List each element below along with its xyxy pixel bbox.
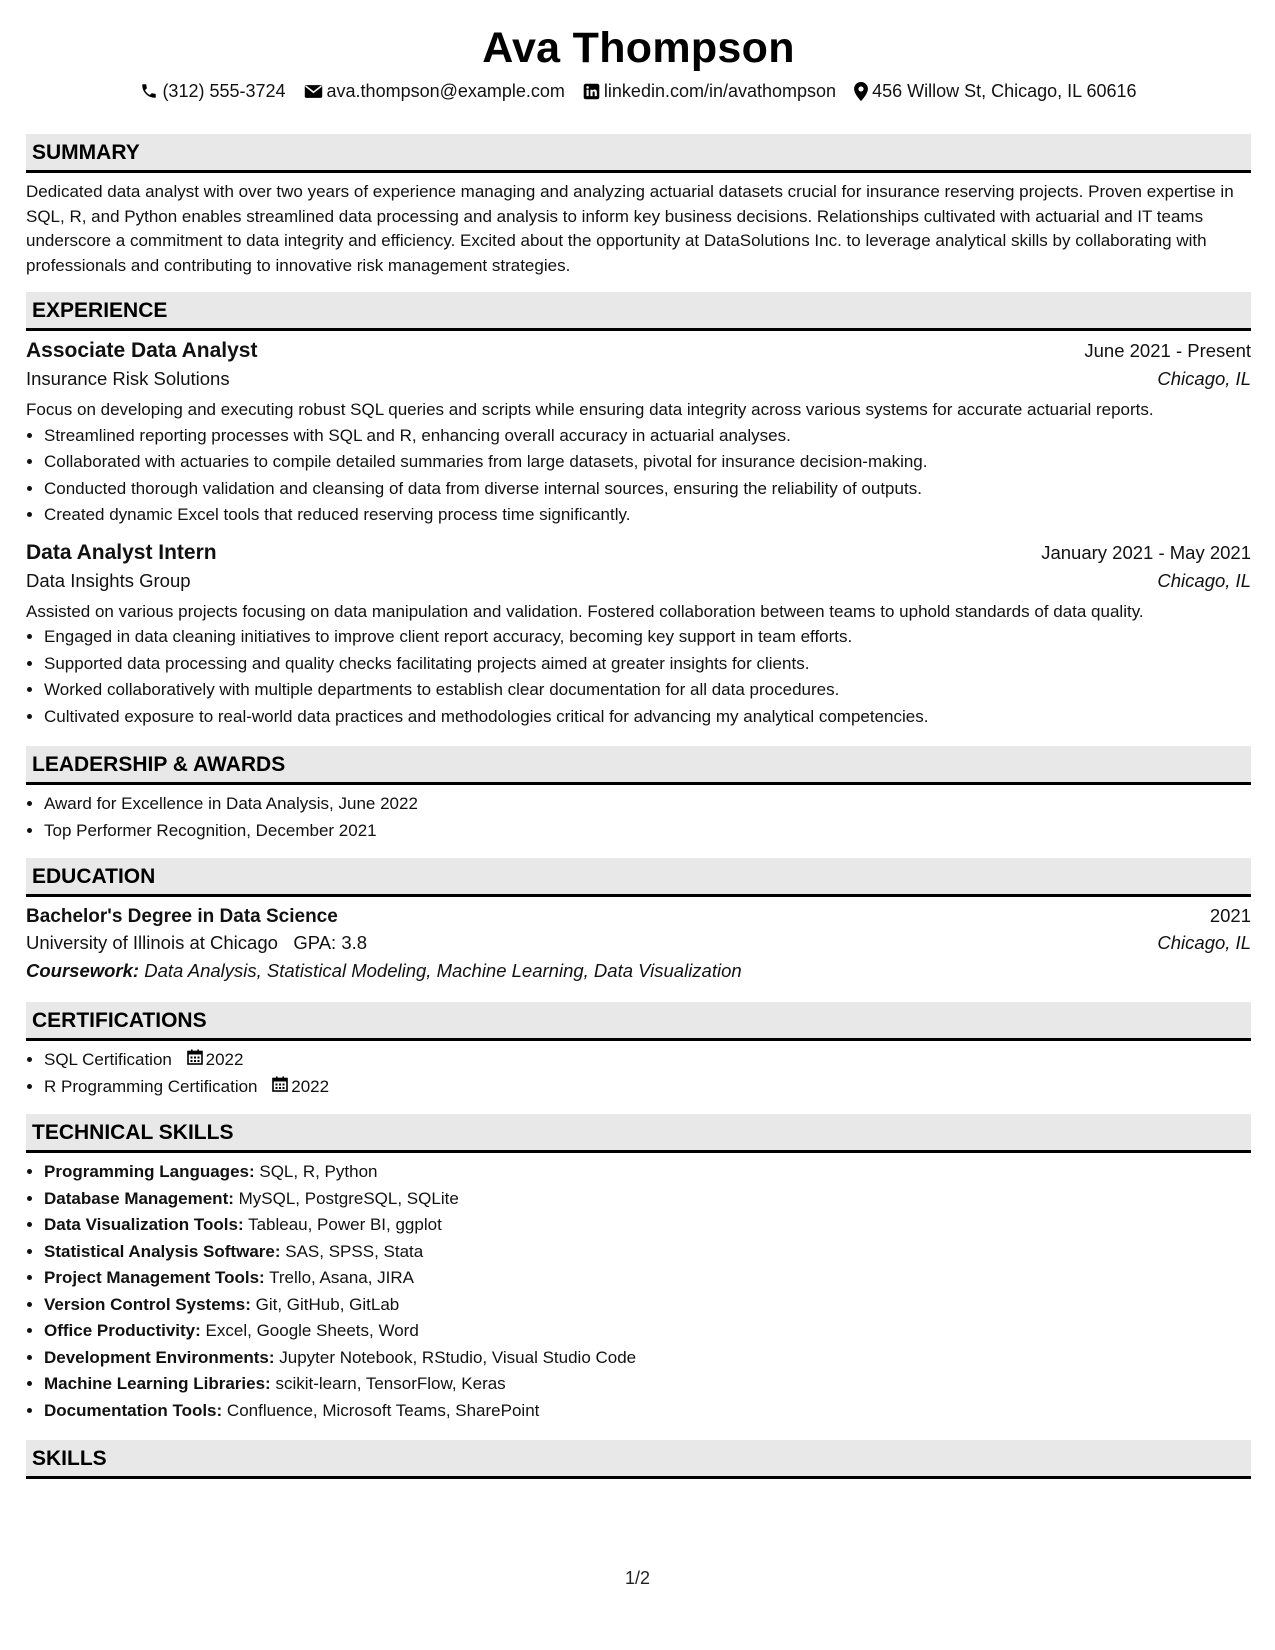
job-location: Chicago, IL bbox=[1157, 368, 1251, 389]
company-name: Insurance Risk Solutions bbox=[26, 368, 230, 389]
contact-phone[interactable] bbox=[140, 78, 285, 104]
calendar-icon bbox=[272, 1074, 288, 1101]
list-item bbox=[44, 1074, 1251, 1101]
skill-values: MySQL, PostgreSQL, SQLite bbox=[238, 1188, 459, 1208]
job-bullets bbox=[26, 423, 1251, 529]
skill-values: Trello, Asana, JIRA bbox=[269, 1268, 415, 1287]
job-title: Data Analyst Intern bbox=[26, 540, 217, 564]
job-dates: June 2021 - Present bbox=[1084, 340, 1251, 361]
contact-email[interactable] bbox=[304, 78, 565, 104]
list-item bbox=[44, 1345, 1251, 1372]
skill-category: Office Productivity: bbox=[44, 1321, 201, 1340]
phone-icon bbox=[140, 82, 158, 100]
skill-category: Development Environments: bbox=[44, 1347, 275, 1367]
certification-date bbox=[187, 1047, 244, 1074]
job-description: Assisted on various projects focusing on data manipulation and validation. Fostered collaboration between teams to uphold standards of data quality. bbox=[26, 601, 1144, 621]
list-item: • Worked collaboratively with multiple departments to establish clear documentation for all data procedures. bbox=[44, 677, 1251, 704]
list-item bbox=[44, 1047, 1251, 1074]
gpa: GPA: 3.8 bbox=[293, 932, 368, 953]
skill-values: Excel, Google Sheets, Word bbox=[205, 1321, 419, 1340]
job-entry bbox=[26, 339, 1251, 529]
list-item bbox=[44, 1159, 1251, 1186]
list-item: • Cultivated exposure to real-world data practices and methodologies critical for advancing my analytical competencies. bbox=[44, 704, 1251, 731]
certifications-list bbox=[26, 1047, 1251, 1100]
school-line bbox=[26, 932, 367, 954]
job-dates: January 2021 - May 2021 bbox=[1041, 541, 1251, 563]
section-heading: TECHNICAL SKILLS bbox=[26, 1114, 1251, 1153]
list-item bbox=[44, 1371, 1251, 1398]
summary-text: Dedicated data analyst with over two years of experience managing and analyzing actuarial datasets crucial for insurance reserving projects. Proven expertise in SQL, R, and Python enables streamlined data processing and analysis to inform key business decisions. Relationships cultivated with actuarial and IT teams underscore a commitment to data integrity and efficiency. Excited about the opportunity at DataSolutions Inc. to leverage analytical skills by collaborating with professionals and contributing to innovative risk management strategies. bbox=[26, 182, 1234, 275]
degree-title: Bachelor's Degree in Data Science bbox=[26, 906, 338, 927]
skill-category: Statistical Analysis Software: bbox=[44, 1241, 281, 1261]
list-item: • Supported data processing and quality checks facilitating projects aimed at greater insights for clients. bbox=[44, 651, 1251, 678]
school-location: Chicago, IL bbox=[1157, 932, 1251, 953]
summary-section bbox=[26, 134, 1251, 278]
coursework-line bbox=[26, 960, 1251, 982]
job-bullets bbox=[26, 624, 1251, 730]
skill-category: Programming Languages: bbox=[44, 1162, 255, 1181]
skill-category: Machine Learning Libraries: bbox=[44, 1374, 271, 1393]
section-heading: SUMMARY bbox=[26, 134, 1251, 173]
section-heading: CERTIFICATIONS bbox=[26, 1002, 1251, 1041]
list-item: • Collaborated with actuaries to compile detailed summaries from large datasets, pivotal for insurance decision-making. bbox=[44, 449, 1251, 476]
list-item bbox=[44, 1212, 1251, 1239]
skill-category: Version Control Systems: bbox=[44, 1294, 251, 1314]
list-item: • Engaged in data cleaning initiatives to improve client report accuracy, becoming key support in team efforts. bbox=[44, 624, 1251, 651]
awards-section bbox=[26, 746, 1251, 844]
skill-values: SAS, SPSS, Stata bbox=[285, 1241, 424, 1261]
skills-section bbox=[26, 1440, 1251, 1479]
section-heading: EDUCATION bbox=[26, 858, 1251, 897]
skill-values: Tableau, Power BI, ggplot bbox=[248, 1215, 442, 1234]
list-item bbox=[44, 1398, 1251, 1425]
list-item: • Created dynamic Excel tools that reduced reserving process time significantly. bbox=[44, 502, 1251, 529]
experience-section bbox=[26, 292, 1251, 730]
list-item: • Top Performer Recognition, December 2021 bbox=[44, 818, 1251, 845]
skill-values: SQL, R, Python bbox=[259, 1162, 378, 1181]
contact-bar bbox=[26, 78, 1251, 104]
section-heading: SKILLS bbox=[26, 1440, 1251, 1479]
certification-date bbox=[272, 1074, 329, 1101]
candidate-name: Ava Thompson bbox=[482, 24, 795, 72]
skill-category: Database Management: bbox=[44, 1188, 234, 1208]
job-description: Focus on developing and executing robust SQL queries and scripts while ensuring data integrity across various systems for accurate actuarial reports. bbox=[26, 400, 1154, 419]
job-location: Chicago, IL bbox=[1157, 569, 1251, 591]
section-heading: LEADERSHIP & AWARDS bbox=[26, 746, 1251, 785]
certification-year: 2022 bbox=[291, 1076, 330, 1096]
list-item bbox=[44, 1265, 1251, 1292]
coursework-label: Coursework: bbox=[26, 960, 140, 981]
list-item: • Conducted thorough validation and cleansing of data from diverse internal sources, ensuring the reliability of outputs. bbox=[44, 476, 1251, 503]
job-title: Associate Data Analyst bbox=[26, 339, 258, 362]
awards-list bbox=[26, 791, 1251, 844]
certifications-section bbox=[26, 1002, 1251, 1100]
section-heading: EXPERIENCE bbox=[26, 292, 1251, 331]
page-number: 1/2 bbox=[624, 1568, 651, 1588]
school-name: University of Illinois at Chicago bbox=[26, 932, 278, 953]
certification-name: SQL Certification bbox=[44, 1050, 172, 1069]
coursework-list: Data Analysis, Statistical Modeling, Machine Learning, Data Visualization bbox=[144, 960, 742, 981]
certification-name: R Programming Certification bbox=[44, 1076, 258, 1096]
technical-skills-section bbox=[26, 1114, 1251, 1424]
map-pin-icon bbox=[854, 82, 868, 101]
education-section bbox=[26, 858, 1251, 982]
company-name: Data Insights Group bbox=[26, 569, 191, 591]
skill-values: scikit-learn, TensorFlow, Keras bbox=[275, 1374, 506, 1393]
technical-skills-list bbox=[26, 1159, 1251, 1424]
envelope-icon bbox=[304, 84, 323, 99]
skill-values: Confluence, Microsoft Teams, SharePoint bbox=[226, 1400, 540, 1420]
list-item: • Streamlined reporting processes with SQL and R, enhancing overall accuracy in actuarial analyses. bbox=[44, 423, 1251, 450]
list-item bbox=[44, 1292, 1251, 1319]
skill-category: Project Management Tools: bbox=[44, 1268, 265, 1287]
contact-address bbox=[854, 78, 1136, 104]
graduation-year: 2021 bbox=[1209, 905, 1251, 926]
email-text: ava.thompson@example.com bbox=[326, 81, 565, 101]
address-text: 456 Willow St, Chicago, IL 60616 bbox=[872, 81, 1137, 101]
linkedin-text: linkedin.com/in/avathompson bbox=[603, 81, 837, 101]
linkedin-icon bbox=[583, 83, 600, 100]
skill-values: Git, GitHub, GitLab bbox=[255, 1294, 400, 1314]
skill-category: Data Visualization Tools: bbox=[44, 1215, 244, 1234]
phone-text: (312) 555-3724 bbox=[162, 81, 286, 101]
list-item bbox=[44, 1239, 1251, 1266]
resume-page bbox=[26, 0, 1251, 1479]
calendar-icon bbox=[187, 1047, 203, 1074]
job-entry bbox=[26, 541, 1251, 731]
list-item bbox=[44, 1186, 1251, 1213]
skill-values: Jupyter Notebook, RStudio, Visual Studio Code bbox=[279, 1347, 637, 1367]
list-item bbox=[44, 1318, 1251, 1345]
list-item: • Award for Excellence in Data Analysis, June 2022 bbox=[44, 791, 1251, 818]
skill-category: Documentation Tools: bbox=[44, 1400, 223, 1420]
contact-linkedin[interactable] bbox=[583, 78, 836, 104]
certification-year: 2022 bbox=[205, 1050, 244, 1069]
